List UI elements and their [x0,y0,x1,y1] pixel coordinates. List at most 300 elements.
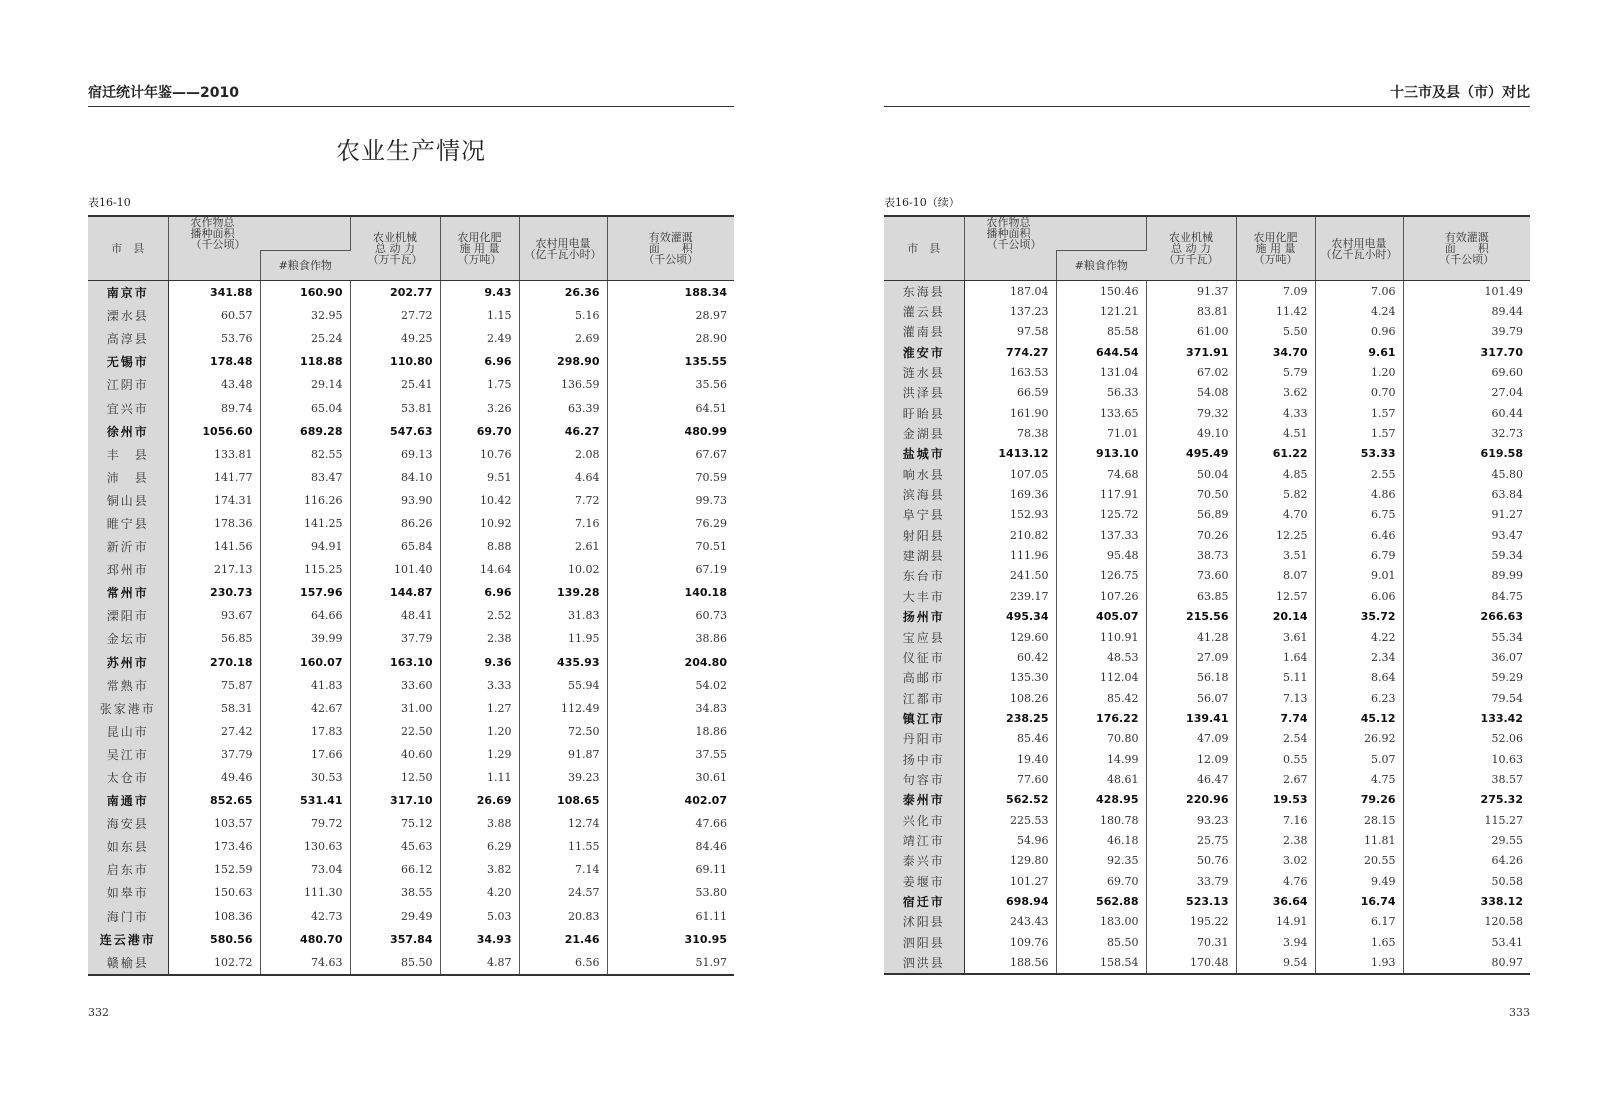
table-cell: 129.80 [964,851,1056,871]
table-cell: 2.52 [440,604,519,627]
table-cell: 0.70 [1315,383,1403,403]
table-cell: 49.10 [1146,423,1236,443]
table-cell: 2.67 [1236,769,1315,789]
row-label: 盐城市 [884,444,964,464]
table-cell: 50.76 [1146,851,1236,871]
table-cell: 60.73 [695,609,727,623]
row-label: 建湖县 [884,545,964,565]
table-cell: 48.61 [1056,769,1146,789]
table-cell: 39.99 [260,627,350,650]
table-cell: 19.53 [1236,790,1315,810]
table-cell: 5.03 [440,905,519,928]
table-cell: 31.83 [519,604,607,627]
table-cell: 2.38 [440,627,519,650]
table-cell: 1.20 [440,720,519,743]
table-cell: 40.60 [350,743,440,766]
table-cell: 120.58 [1484,915,1523,929]
table-cell: 157.96 [260,581,350,604]
table-row [884,566,1530,586]
left-page-number: 332 [88,1006,109,1019]
table-cell: 21.46 [519,928,607,951]
table-cell: 34.70 [1236,342,1315,362]
table-cell: 95.48 [1056,545,1146,565]
row-label: 连云港市 [88,928,168,951]
table-cell: 1.65 [1315,932,1403,952]
row-label: 金湖县 [884,423,964,443]
table-row [88,466,734,489]
table-cell: 774.27 [964,342,1056,362]
left-running-head [88,84,734,107]
table-cell: 69.60 [1491,366,1523,380]
table-cell: 8.07 [1236,566,1315,586]
header-fertilizer: 农用化肥 施 用 量 （万吨） [1236,216,1315,281]
table-cell: 913.10 [1056,444,1146,464]
table-cell: 25.24 [260,327,350,350]
table-cell: 59.29 [1491,671,1523,685]
table-cell: 4.51 [1236,423,1315,443]
right-page-number: 333 [1509,1006,1530,1019]
table-cell: 32.95 [260,304,350,327]
table-cell: 10.76 [440,443,519,466]
table-row [884,607,1530,627]
table-cell: 78.38 [964,423,1056,443]
table-cell: 1.20 [1315,362,1403,382]
table-cell: 26.36 [519,281,607,305]
table-cell: 220.96 [1146,790,1236,810]
table-cell: 99.73 [695,493,727,507]
table-cell: 188.56 [964,952,1056,973]
table-cell: 12.57 [1236,586,1315,606]
table-cell: 108.36 [168,905,260,928]
table-cell: 38.86 [695,632,727,646]
table-cell: 144.87 [350,581,440,604]
table-cell: 28.97 [695,309,727,323]
row-label: 赣榆县 [88,951,168,975]
row-label: 淮安市 [884,342,964,362]
table-cell: 4.86 [1315,484,1403,504]
row-label: 徐州市 [88,420,168,443]
table-cell: 11.42 [1236,301,1315,321]
table-cell: 12.25 [1236,525,1315,545]
table-cell: 82.55 [260,443,350,466]
table-row [88,420,734,443]
header-irrigation: 有效灌溉 面 积 （千公顷） [1403,216,1530,281]
table-cell: 74.63 [260,951,350,975]
row-label: 南京市 [88,281,168,305]
table-cell: 317.10 [350,789,440,812]
right-data-table [884,215,1530,975]
table-cell: 93.23 [1146,810,1236,830]
table-cell: 29.49 [350,905,440,928]
table-cell: 94.91 [260,535,350,558]
table-cell: 644.54 [1056,342,1146,362]
table-cell: 35.56 [695,378,727,392]
table-cell: 50.04 [1146,464,1236,484]
table-cell: 238.25 [964,708,1056,728]
table-cell: 210.82 [964,525,1056,545]
table-cell: 161.90 [964,403,1056,423]
table-cell: 8.88 [440,535,519,558]
table-cell: 129.60 [964,627,1056,647]
table-cell: 188.34 [684,286,727,300]
table-cell: 58.31 [168,697,260,720]
row-label: 无锡市 [88,350,168,373]
table-cell: 36.07 [1491,650,1523,664]
table-cell: 523.13 [1146,891,1236,911]
table-row [88,951,734,975]
table-cell: 17.66 [260,743,350,766]
table-cell: 111.30 [260,881,350,904]
table-row [88,558,734,581]
table-cell: 70.80 [1056,729,1146,749]
table-cell: 49.46 [168,766,260,789]
table-cell: 130.63 [260,835,350,858]
row-label: 洪泽县 [884,383,964,403]
table-cell: 3.94 [1236,932,1315,952]
table-cell: 69.11 [695,863,727,877]
table-cell: 66.12 [350,858,440,881]
table-cell: 1.93 [1315,952,1403,973]
row-label: 启东市 [88,858,168,881]
row-label: 丰 县 [88,443,168,466]
table-cell: 480.99 [684,424,727,438]
table-cell: 6.79 [1315,545,1403,565]
table-cell: 37.79 [350,627,440,650]
table-cell: 17.83 [260,720,350,743]
header-machinery: 农业机械 总 动 力 （万千瓦） [350,216,440,281]
table-cell: 84.75 [1491,589,1523,603]
table-cell: 139.41 [1146,708,1236,728]
table-cell: 6.06 [1315,586,1403,606]
table-cell: 133.65 [1056,403,1146,423]
table-cell: 8.64 [1315,668,1403,688]
table-cell: 45.12 [1315,708,1403,728]
row-label: 靖江市 [884,830,964,850]
row-label: 沭阳县 [884,912,964,932]
table-cell: 64.26 [1491,854,1523,868]
table-cell: 93.47 [1491,528,1523,542]
table-cell: 169.36 [964,484,1056,504]
table-row [884,362,1530,382]
table-cell: 32.73 [1491,427,1523,441]
row-label: 新沂市 [88,535,168,558]
table-cell: 180.78 [1056,810,1146,830]
table-cell: 6.29 [440,835,519,858]
table-cell: 10.42 [440,489,519,512]
table-cell: 3.51 [1236,545,1315,565]
table-cell: 619.58 [1480,447,1523,461]
table-row [88,651,734,674]
right-running-head [884,84,1530,107]
table-cell: 50.58 [1491,874,1523,888]
row-label: 涟水县 [884,362,964,382]
table-cell: 3.33 [440,674,519,697]
table-cell: 204.80 [684,655,727,669]
table-cell: 2.38 [1236,830,1315,850]
table-cell: 275.32 [1480,793,1523,807]
table-cell: 6.96 [440,350,519,373]
table-cell: 3.02 [1236,851,1315,871]
table-cell: 5.82 [1236,484,1315,504]
table-row [88,743,734,766]
table-cell: 34.93 [440,928,519,951]
table-cell: 239.17 [964,586,1056,606]
table-cell: 56.18 [1146,668,1236,688]
table-cell: 2.69 [519,327,607,350]
table-cell: 2.54 [1236,729,1315,749]
table-cell: 9.01 [1315,566,1403,586]
row-label: 江都市 [884,688,964,708]
table-row [88,581,734,604]
table-cell: 29.55 [1491,833,1523,847]
table-cell: 698.94 [964,891,1056,911]
table-cell: 12.09 [1146,749,1236,769]
table-row [884,932,1530,952]
table-cell: 7.74 [1236,708,1315,728]
table-cell: 1.75 [440,373,519,396]
table-cell: 137.33 [1056,525,1146,545]
table-cell: 70.26 [1146,525,1236,545]
row-label: 灌南县 [884,322,964,342]
table-cell: 64.66 [260,604,350,627]
table-cell: 2.08 [519,443,607,466]
table-cell: 5.79 [1236,362,1315,382]
table-cell: 30.53 [260,766,350,789]
table-cell: 852.65 [168,789,260,812]
table-cell: 160.90 [260,281,350,305]
table-cell: 29.14 [260,373,350,396]
row-label: 常熟市 [88,674,168,697]
table-cell: 54.02 [695,678,727,692]
table-cell: 77.60 [964,769,1056,789]
table-cell: 3.62 [1236,383,1315,403]
table-cell: 176.22 [1056,708,1146,728]
table-row [884,281,1530,302]
table-cell: 19.40 [964,749,1056,769]
table-cell: 60.57 [168,304,260,327]
row-label: 盱眙县 [884,403,964,423]
table-cell: 178.36 [168,512,260,535]
table-cell: 86.26 [350,512,440,535]
table-cell: 405.07 [1056,607,1146,627]
table-cell: 152.93 [964,505,1056,525]
table-cell: 85.58 [1056,322,1146,342]
row-label: 宝应县 [884,627,964,647]
table-row [884,484,1530,504]
table-cell: 141.25 [260,512,350,535]
table-cell: 152.59 [168,858,260,881]
table-cell: 54.96 [964,830,1056,850]
table-row [884,688,1530,708]
row-label: 常州市 [88,581,168,604]
table-cell: 59.34 [1491,549,1523,563]
table-cell: 112.49 [519,697,607,720]
table-cell: 20.14 [1236,607,1315,627]
row-label: 泗洪县 [884,952,964,973]
table-cell: 27.09 [1146,647,1236,667]
table-row [884,423,1530,443]
table-cell: 4.64 [519,466,607,489]
table-cell: 141.56 [168,535,260,558]
row-label: 睢宁县 [88,512,168,535]
table-cell: 115.25 [260,558,350,581]
table-cell: 110.91 [1056,627,1146,647]
table-cell: 7.13 [1236,688,1315,708]
table-row [884,708,1530,728]
table-cell: 110.80 [350,350,440,373]
table-cell: 70.51 [695,540,727,554]
table-cell: 107.05 [964,464,1056,484]
table-cell: 25.41 [350,373,440,396]
table-cell: 56.33 [1056,383,1146,403]
table-cell: 9.43 [440,281,519,305]
table-cell: 341.88 [168,281,260,305]
row-label: 滨海县 [884,484,964,504]
row-label: 响水县 [884,464,964,484]
table-cell: 163.10 [350,651,440,674]
table-cell: 225.53 [964,810,1056,830]
table-cell: 16.74 [1315,891,1403,911]
table-cell: 26.69 [440,789,519,812]
table-cell: 67.19 [695,563,727,577]
table-cell: 61.11 [695,909,727,923]
table-row [884,749,1530,769]
table-row [88,489,734,512]
table-cell: 6.46 [1315,525,1403,545]
table-cell: 10.92 [440,512,519,535]
table-cell: 18.86 [695,724,727,738]
table-row [88,373,734,396]
table-cell: 46.27 [519,420,607,443]
table-row [88,627,734,650]
table-cell: 0.96 [1315,322,1403,342]
table-cell: 75.87 [168,674,260,697]
table-cell: 9.36 [440,651,519,674]
table-row [884,952,1530,973]
table-cell: 85.46 [964,729,1056,749]
table-row [884,668,1530,688]
table-cell: 2.49 [440,327,519,350]
table-cell: 562.52 [964,790,1056,810]
row-label: 海门市 [88,905,168,928]
row-label: 铜山县 [88,489,168,512]
table-cell: 11.95 [519,627,607,650]
table-cell: 69.70 [1056,871,1146,891]
table-cell: 137.23 [964,301,1056,321]
table-row [88,396,734,419]
table-cell: 28.90 [695,332,727,346]
table-row [884,830,1530,850]
table-cell: 70.59 [695,470,727,484]
table-row [88,835,734,858]
table-cell: 107.26 [1056,586,1146,606]
table-cell: 38.55 [350,881,440,904]
row-label: 姜堰市 [884,871,964,891]
table-cell: 66.59 [964,383,1056,403]
table-cell: 91.37 [1146,281,1236,302]
table-cell: 48.41 [350,604,440,627]
table-cell: 12.74 [519,812,607,835]
row-label: 金坛市 [88,627,168,650]
table-cell: 42.73 [260,905,350,928]
table-cell: 46.47 [1146,769,1236,789]
table-row [88,443,734,466]
table-cell: 33.60 [350,674,440,697]
left-table-body [88,281,734,975]
table-row [88,512,734,535]
right-page [884,0,1530,1099]
row-label: 江阴市 [88,373,168,396]
table-cell: 5.11 [1236,668,1315,688]
table-cell: 428.95 [1056,790,1146,810]
table-cell: 89.74 [168,396,260,419]
table-row [88,905,734,928]
table-cell: 84.10 [350,466,440,489]
table-cell: 170.48 [1146,952,1236,973]
table-cell: 84.46 [695,840,727,854]
table-cell: 38.57 [1491,772,1523,786]
table-cell: 495.34 [964,607,1056,627]
table-cell: 53.76 [168,327,260,350]
table-cell: 20.83 [519,905,607,928]
table-cell: 24.57 [519,881,607,904]
table-cell: 1.64 [1236,647,1315,667]
table-cell: 85.42 [1056,688,1146,708]
table-cell: 69.13 [350,443,440,466]
table-cell: 371.91 [1146,342,1236,362]
row-label: 大丰市 [884,586,964,606]
table-cell: 230.73 [168,581,260,604]
table-cell: 28.15 [1315,810,1403,830]
table-cell: 1.15 [440,304,519,327]
table-row [884,383,1530,403]
table-cell: 4.75 [1315,769,1403,789]
yearbook-title: 宿迁统计年鉴——2010 [88,85,239,101]
table-cell: 7.09 [1236,281,1315,302]
table-cell: 103.57 [168,812,260,835]
table-row [884,912,1530,932]
table-cell: 101.49 [1484,284,1523,298]
table-cell: 183.00 [1056,912,1146,932]
table-cell: 6.96 [440,581,519,604]
row-label: 张家港市 [88,697,168,720]
row-label: 如皋市 [88,881,168,904]
table-cell: 61.22 [1236,444,1315,464]
table-cell: 3.61 [1236,627,1315,647]
table-cell: 125.72 [1056,505,1146,525]
table-cell: 9.54 [1236,952,1315,973]
table-cell: 1.11 [440,766,519,789]
table-cell: 5.07 [1315,749,1403,769]
header-electricity: 农村用电量 （亿千瓦小时） [1315,216,1403,281]
table-cell: 112.04 [1056,668,1146,688]
table-cell: 357.84 [350,928,440,951]
table-cell: 45.63 [350,835,440,858]
table-cell: 20.55 [1315,851,1403,871]
table-cell: 136.59 [519,373,607,396]
table-cell: 34.83 [695,701,727,715]
table-cell: 85.50 [1056,932,1146,952]
table-cell: 338.12 [1480,894,1523,908]
header-fertilizer: 农用化肥 施 用 量 （万吨） [440,216,519,281]
table-cell: 12.50 [350,766,440,789]
row-label: 泰兴市 [884,851,964,871]
row-label: 吴江市 [88,743,168,766]
table-cell: 73.60 [1146,566,1236,586]
row-label: 苏州市 [88,651,168,674]
row-label: 泰州市 [884,790,964,810]
left-data-table [88,215,734,976]
